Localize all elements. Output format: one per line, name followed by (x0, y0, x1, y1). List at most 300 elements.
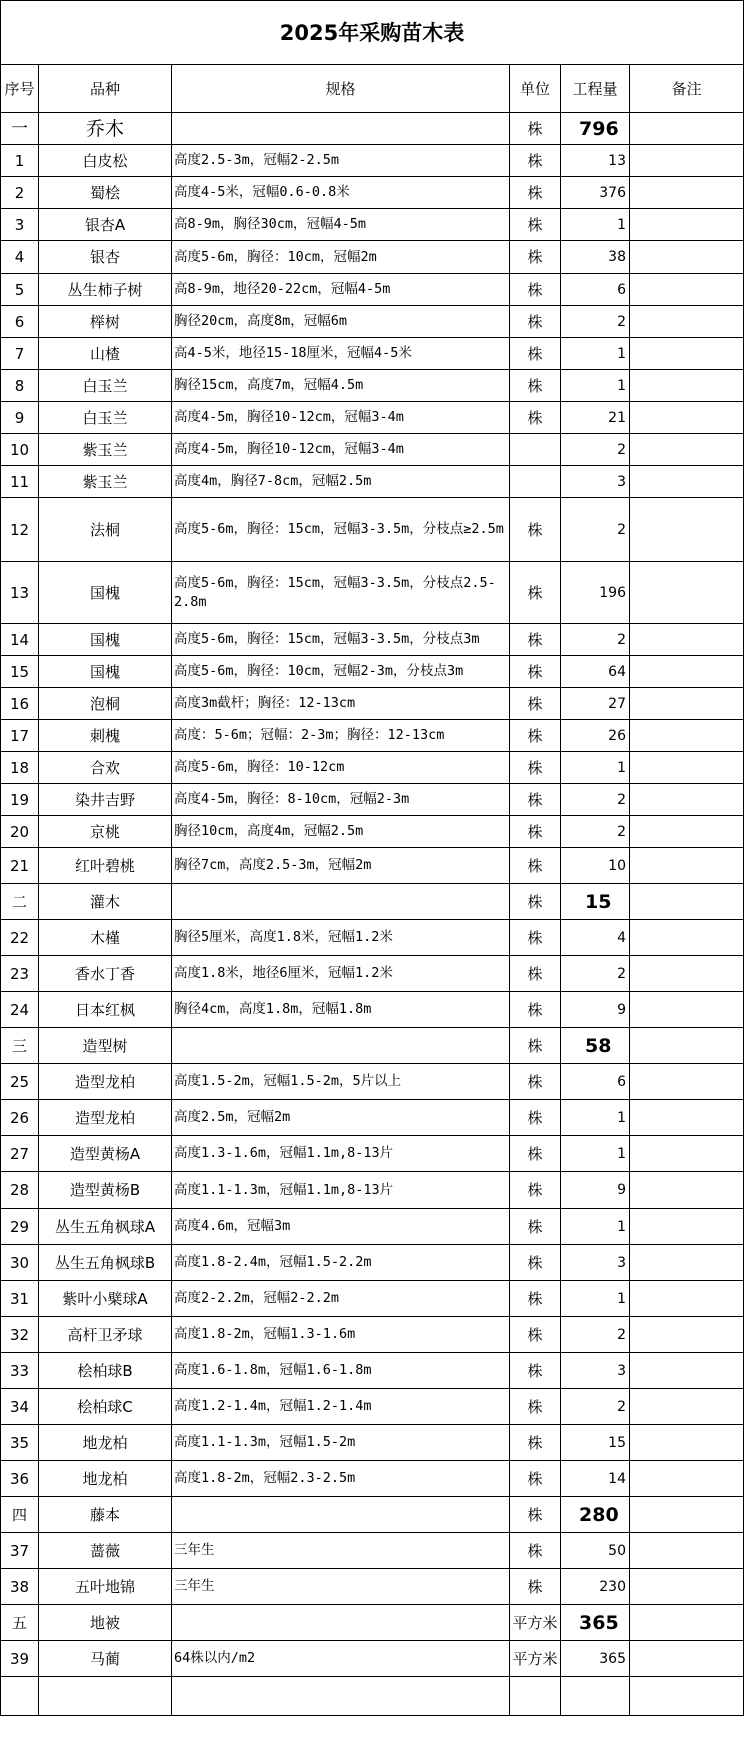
cell-no: 11 (1, 466, 39, 498)
table-row (1, 1389, 744, 1425)
table-row (1, 434, 744, 466)
cell-spec: 胸径4cm，高度1.8m，冠幅1.8m (172, 992, 510, 1028)
cell-no: 四 (1, 1497, 39, 1533)
cell-unit: 株 (510, 241, 561, 274)
cell-qty: 1 (561, 1136, 630, 1172)
table-row (1, 1461, 744, 1497)
cell-spec: 高度4-5米，冠幅0.6-0.8米 (172, 177, 510, 209)
cell-name: 木槿 (39, 920, 172, 956)
cell-name: 造型龙柏 (39, 1100, 172, 1136)
cell-no: 2 (1, 177, 39, 209)
table-row (1, 1245, 744, 1281)
table-row (1, 656, 744, 688)
cell-note (630, 816, 744, 848)
cell-no: 13 (1, 562, 39, 624)
cell-name: 泡桐 (39, 688, 172, 720)
cell-spec: 高度1.8-2m，冠幅1.3-1.6m (172, 1317, 510, 1353)
category-row (1, 113, 744, 145)
cell-no: 14 (1, 624, 39, 656)
cell-spec: 胸径20cm，高度8m，冠幅6m (172, 306, 510, 338)
cell-spec: 高度4m，胸径7-8cm，冠幅2.5m (172, 466, 510, 498)
cell-no: 26 (1, 1100, 39, 1136)
cell-unit: 株 (510, 306, 561, 338)
cell-unit: 株 (510, 1100, 561, 1136)
cell-note (630, 920, 744, 956)
cell-unit: 株 (510, 1028, 561, 1064)
cell-name: 山楂 (39, 338, 172, 370)
cell-no: 35 (1, 1425, 39, 1461)
category-row (1, 1028, 744, 1064)
cell-qty: 9 (561, 992, 630, 1028)
cell-qty: 10 (561, 848, 630, 884)
table-row (1, 752, 744, 784)
cell-qty: 9 (561, 1172, 630, 1209)
cell-no: 3 (1, 209, 39, 241)
cell-no: 27 (1, 1136, 39, 1172)
cell-unit: 株 (510, 274, 561, 306)
cell-note (630, 209, 744, 241)
cell-qty: 1 (561, 1209, 630, 1245)
cell-qty: 2 (561, 434, 630, 466)
cell-note (630, 434, 744, 466)
cell-no: 22 (1, 920, 39, 956)
cell-qty: 15 (561, 884, 630, 920)
cell-qty: 3 (561, 1245, 630, 1281)
cell-no: 二 (1, 884, 39, 920)
cell-qty: 1 (561, 752, 630, 784)
cell-note (630, 1064, 744, 1100)
table-row (1, 816, 744, 848)
cell-spec (172, 1677, 510, 1716)
cell-spec: 胸径7cm，高度2.5-3m，冠幅2m (172, 848, 510, 884)
cell-spec: 高度3m截杆；胸径：12-13cm (172, 688, 510, 720)
cell-note (630, 1136, 744, 1172)
cell-note (630, 241, 744, 274)
cell-name: 白玉兰 (39, 370, 172, 402)
cell-name: 国槐 (39, 562, 172, 624)
cell-no: 17 (1, 720, 39, 752)
cell-unit: 平方米 (510, 1641, 561, 1677)
cell-note (630, 1641, 744, 1677)
cell-unit: 株 (510, 1353, 561, 1389)
cell-unit: 株 (510, 1425, 561, 1461)
cell-note (630, 466, 744, 498)
category-row (1, 1497, 744, 1533)
cell-spec: 高度1.8-2.4m，冠幅1.5-2.2m (172, 1245, 510, 1281)
cell-name: 乔木 (39, 113, 172, 145)
cell-qty: 14 (561, 1461, 630, 1497)
cell-qty: 2 (561, 306, 630, 338)
cell-unit: 株 (510, 656, 561, 688)
cell-unit: 株 (510, 1209, 561, 1245)
cell-qty: 1 (561, 370, 630, 402)
table-row (1, 920, 744, 956)
cell-spec: 胸径15cm，高度7m，冠幅4.5m (172, 370, 510, 402)
cell-unit: 株 (510, 1389, 561, 1425)
table-row (1, 1064, 744, 1100)
cell-note (630, 1100, 744, 1136)
cell-spec: 64株以内/m2 (172, 1641, 510, 1677)
cell-name: 造型树 (39, 1028, 172, 1064)
cell-name: 紫玉兰 (39, 466, 172, 498)
table-row (1, 956, 744, 992)
cell-no: 5 (1, 274, 39, 306)
cell-name: 丛生柿子树 (39, 274, 172, 306)
cell-note (630, 688, 744, 720)
table-row (1, 1281, 744, 1317)
cell-name: 高杆卫矛球 (39, 1317, 172, 1353)
cell-note (630, 956, 744, 992)
cell-unit: 株 (510, 624, 561, 656)
cell-unit: 株 (510, 1064, 561, 1100)
cell-note (630, 370, 744, 402)
table-row (1, 1136, 744, 1172)
cell-unit (510, 466, 561, 498)
table-row (1, 1569, 744, 1605)
cell-qty: 1 (561, 1281, 630, 1317)
cell-name: 藤本 (39, 1497, 172, 1533)
table-row (1, 145, 744, 177)
cell-spec: 高度1.2-1.4m，冠幅1.2-1.4m (172, 1389, 510, 1425)
cell-name: 白皮松 (39, 145, 172, 177)
cell-spec: 高度2.5-3m，冠幅2-2.5m (172, 145, 510, 177)
cell-qty: 280 (561, 1497, 630, 1533)
cell-spec (172, 113, 510, 145)
cell-note (630, 1461, 744, 1497)
cell-name: 造型黄杨B (39, 1172, 172, 1209)
cell-unit: 株 (510, 498, 561, 562)
cell-spec: 高度2.5m，冠幅2m (172, 1100, 510, 1136)
cell-no: 31 (1, 1281, 39, 1317)
cell-qty: 2 (561, 956, 630, 992)
cell-note (630, 784, 744, 816)
cell-qty: 3 (561, 1353, 630, 1389)
cell-note (630, 992, 744, 1028)
cell-no: 30 (1, 1245, 39, 1281)
cell-unit: 株 (510, 848, 561, 884)
cell-name: 五叶地锦 (39, 1569, 172, 1605)
cell-no: 29 (1, 1209, 39, 1245)
cell-spec: 高度5-6m，胸径：15cm，冠幅3-3.5m，分枝点3m (172, 624, 510, 656)
cell-spec (172, 1497, 510, 1533)
cell-no: 36 (1, 1461, 39, 1497)
cell-note (630, 562, 744, 624)
cell-no: 33 (1, 1353, 39, 1389)
cell-unit: 株 (510, 402, 561, 434)
cell-qty: 376 (561, 177, 630, 209)
cell-note (630, 498, 744, 562)
cell-note (630, 720, 744, 752)
cell-note (630, 1245, 744, 1281)
header-name: 品种 (39, 65, 172, 113)
cell-no: 9 (1, 402, 39, 434)
cell-name: 日本红枫 (39, 992, 172, 1028)
cell-unit: 株 (510, 1569, 561, 1605)
cell-name: 榉树 (39, 306, 172, 338)
cell-no: 39 (1, 1641, 39, 1677)
cell-name: 桧柏球B (39, 1353, 172, 1389)
cell-unit: 株 (510, 920, 561, 956)
cell-name: 马蔺 (39, 1641, 172, 1677)
cell-no: 25 (1, 1064, 39, 1100)
cell-spec: 高8-9m，地径20-22cm，冠幅4-5m (172, 274, 510, 306)
table-row (1, 498, 744, 562)
cell-unit (510, 434, 561, 466)
cell-spec: 高度1.1-1.3m，冠幅1.5-2m (172, 1425, 510, 1461)
table-row (1, 209, 744, 241)
cell-spec: 高8-9m，胸径30cm，冠幅4-5m (172, 209, 510, 241)
cell-qty: 21 (561, 402, 630, 434)
table-row (1, 1317, 744, 1353)
cell-name: 灌木 (39, 884, 172, 920)
cell-no: 28 (1, 1172, 39, 1209)
cell-unit: 株 (510, 209, 561, 241)
cell-note (630, 1533, 744, 1569)
cell-no: 一 (1, 113, 39, 145)
cell-no: 37 (1, 1533, 39, 1569)
table-row (1, 1677, 744, 1716)
cell-no: 三 (1, 1028, 39, 1064)
table-row (1, 402, 744, 434)
cell-unit: 株 (510, 1172, 561, 1209)
header-qty: 工程量 (561, 65, 630, 113)
cell-unit: 株 (510, 1317, 561, 1353)
cell-unit: 株 (510, 1497, 561, 1533)
cell-qty: 196 (561, 562, 630, 624)
cell-note (630, 177, 744, 209)
cell-qty: 50 (561, 1533, 630, 1569)
table-row (1, 306, 744, 338)
cell-spec (172, 1028, 510, 1064)
cell-spec: 胸径5厘米，高度1.8米，冠幅1.2米 (172, 920, 510, 956)
cell-note (630, 848, 744, 884)
cell-spec: 高4-5米，地径15-18厘米，冠幅4-5米 (172, 338, 510, 370)
category-row (1, 884, 744, 920)
cell-name: 丛生五角枫球A (39, 1209, 172, 1245)
cell-unit: 株 (510, 562, 561, 624)
cell-spec: 三年生 (172, 1533, 510, 1569)
cell-name: 地被 (39, 1605, 172, 1641)
cell-note (630, 1028, 744, 1064)
cell-note (630, 306, 744, 338)
cell-spec (172, 1605, 510, 1641)
cell-spec: 高度1.3-1.6m，冠幅1.1m,8-13片 (172, 1136, 510, 1172)
cell-spec: 高度1.6-1.8m，冠幅1.6-1.8m (172, 1353, 510, 1389)
cell-name: 蜀桧 (39, 177, 172, 209)
cell-no: 32 (1, 1317, 39, 1353)
cell-qty: 365 (561, 1605, 630, 1641)
cell-no (1, 1677, 39, 1716)
cell-spec: 胸径10cm，高度4m，冠幅2.5m (172, 816, 510, 848)
cell-name: 染井吉野 (39, 784, 172, 816)
cell-qty: 6 (561, 274, 630, 306)
cell-qty: 26 (561, 720, 630, 752)
cell-name: 白玉兰 (39, 402, 172, 434)
cell-name: 红叶碧桃 (39, 848, 172, 884)
cell-unit: 株 (510, 113, 561, 145)
header-spec: 规格 (172, 65, 510, 113)
cell-no: 24 (1, 992, 39, 1028)
cell-note (630, 1172, 744, 1209)
table-row (1, 562, 744, 624)
cell-no: 16 (1, 688, 39, 720)
header-row (1, 65, 744, 113)
cell-note (630, 338, 744, 370)
cell-no: 34 (1, 1389, 39, 1425)
cell-no: 19 (1, 784, 39, 816)
cell-name: 香水丁香 (39, 956, 172, 992)
category-row (1, 1605, 744, 1641)
table-row (1, 466, 744, 498)
cell-note (630, 1389, 744, 1425)
cell-note (630, 884, 744, 920)
cell-name: 地龙柏 (39, 1461, 172, 1497)
cell-no: 7 (1, 338, 39, 370)
cell-qty: 365 (561, 1641, 630, 1677)
cell-name: 造型龙柏 (39, 1064, 172, 1100)
cell-name: 京桃 (39, 816, 172, 848)
cell-qty (561, 1677, 630, 1716)
table-row (1, 177, 744, 209)
cell-spec: 高度5-6m，胸径：10cm，冠幅2m (172, 241, 510, 274)
cell-spec: 高度5-6m，胸径：10cm，冠幅2-3m，分枝点3m (172, 656, 510, 688)
cell-note (630, 1317, 744, 1353)
cell-spec: 高度1.1-1.3m，冠幅1.1m,8-13片 (172, 1172, 510, 1209)
cell-note (630, 1677, 744, 1716)
table-row (1, 1533, 744, 1569)
cell-qty: 2 (561, 1317, 630, 1353)
cell-no: 38 (1, 1569, 39, 1605)
cell-spec: 高度1.8米，地径6厘米，冠幅1.2米 (172, 956, 510, 992)
cell-no: 五 (1, 1605, 39, 1641)
cell-spec: 高度5-6m，胸径：15cm，冠幅3-3.5m，分枝点≥2.5m (172, 498, 510, 562)
cell-qty: 13 (561, 145, 630, 177)
cell-no: 4 (1, 241, 39, 274)
cell-name (39, 1677, 172, 1716)
cell-spec: 高度1.5-2m，冠幅1.5-2m，5片以上 (172, 1064, 510, 1100)
table-row (1, 1100, 744, 1136)
cell-spec: 高度1.8-2m，冠幅2.3-2.5m (172, 1461, 510, 1497)
cell-qty: 2 (561, 816, 630, 848)
cell-note (630, 145, 744, 177)
table-row (1, 784, 744, 816)
cell-unit: 株 (510, 145, 561, 177)
cell-spec: 高度4-5m，胸径：8-10cm，冠幅2-3m (172, 784, 510, 816)
cell-qty: 6 (561, 1064, 630, 1100)
cell-no: 1 (1, 145, 39, 177)
cell-qty: 4 (561, 920, 630, 956)
cell-spec: 高度5-6m，胸径：15cm，冠幅3-3.5m，分枝点2.5-2.8m (172, 562, 510, 624)
table-row (1, 688, 744, 720)
cell-unit: 株 (510, 1461, 561, 1497)
table-row (1, 1353, 744, 1389)
cell-unit: 平方米 (510, 1605, 561, 1641)
table-row (1, 1641, 744, 1677)
cell-note (630, 1281, 744, 1317)
cell-unit: 株 (510, 1281, 561, 1317)
cell-name: 紫叶小檗球A (39, 1281, 172, 1317)
cell-name: 丛生五角枫球B (39, 1245, 172, 1281)
cell-unit: 株 (510, 884, 561, 920)
cell-note (630, 1605, 744, 1641)
cell-no: 20 (1, 816, 39, 848)
cell-unit (510, 1677, 561, 1716)
cell-note (630, 1569, 744, 1605)
header-no: 序号 (1, 65, 39, 113)
cell-spec: 高度：5-6m；冠幅：2-3m；胸径：12-13cm (172, 720, 510, 752)
cell-unit: 株 (510, 370, 561, 402)
cell-unit: 株 (510, 1533, 561, 1569)
cell-unit: 株 (510, 784, 561, 816)
cell-qty: 2 (561, 624, 630, 656)
cell-no: 23 (1, 956, 39, 992)
cell-name: 桧柏球C (39, 1389, 172, 1425)
table-row (1, 274, 744, 306)
cell-unit: 株 (510, 338, 561, 370)
cell-unit: 株 (510, 992, 561, 1028)
cell-unit: 株 (510, 752, 561, 784)
table-row (1, 1425, 744, 1461)
cell-qty: 796 (561, 113, 630, 145)
cell-spec: 高度4.6m，冠幅3m (172, 1209, 510, 1245)
cell-note (630, 1209, 744, 1245)
table-row (1, 1172, 744, 1209)
cell-note (630, 752, 744, 784)
cell-qty: 1 (561, 1100, 630, 1136)
cell-no: 8 (1, 370, 39, 402)
cell-name: 蔷薇 (39, 1533, 172, 1569)
cell-note (630, 1425, 744, 1461)
header-unit: 单位 (510, 65, 561, 113)
table-row (1, 992, 744, 1028)
cell-name: 合欢 (39, 752, 172, 784)
cell-note (630, 624, 744, 656)
cell-note (630, 656, 744, 688)
cell-qty: 58 (561, 1028, 630, 1064)
title-row (1, 1, 744, 65)
cell-qty: 2 (561, 1389, 630, 1425)
cell-note (630, 1497, 744, 1533)
cell-unit: 株 (510, 1245, 561, 1281)
cell-note (630, 402, 744, 434)
cell-qty: 1 (561, 338, 630, 370)
cell-unit: 株 (510, 177, 561, 209)
header-note: 备注 (630, 65, 744, 113)
cell-note (630, 274, 744, 306)
cell-name: 地龙柏 (39, 1425, 172, 1461)
cell-name: 国槐 (39, 656, 172, 688)
cell-unit: 株 (510, 720, 561, 752)
table-row (1, 624, 744, 656)
cell-name: 银杏 (39, 241, 172, 274)
cell-note (630, 1353, 744, 1389)
cell-qty: 64 (561, 656, 630, 688)
cell-name: 刺槐 (39, 720, 172, 752)
table-row (1, 338, 744, 370)
table-row (1, 241, 744, 274)
cell-no: 12 (1, 498, 39, 562)
cell-unit: 株 (510, 816, 561, 848)
table-title: 2025年采购苗木表 (1, 1, 744, 65)
cell-name: 造型黄杨A (39, 1136, 172, 1172)
cell-qty: 1 (561, 209, 630, 241)
cell-qty: 2 (561, 498, 630, 562)
cell-name: 银杏A (39, 209, 172, 241)
cell-no: 21 (1, 848, 39, 884)
cell-qty: 2 (561, 784, 630, 816)
cell-note (630, 113, 744, 145)
cell-spec: 高度4-5m，胸径10-12cm，冠幅3-4m (172, 434, 510, 466)
